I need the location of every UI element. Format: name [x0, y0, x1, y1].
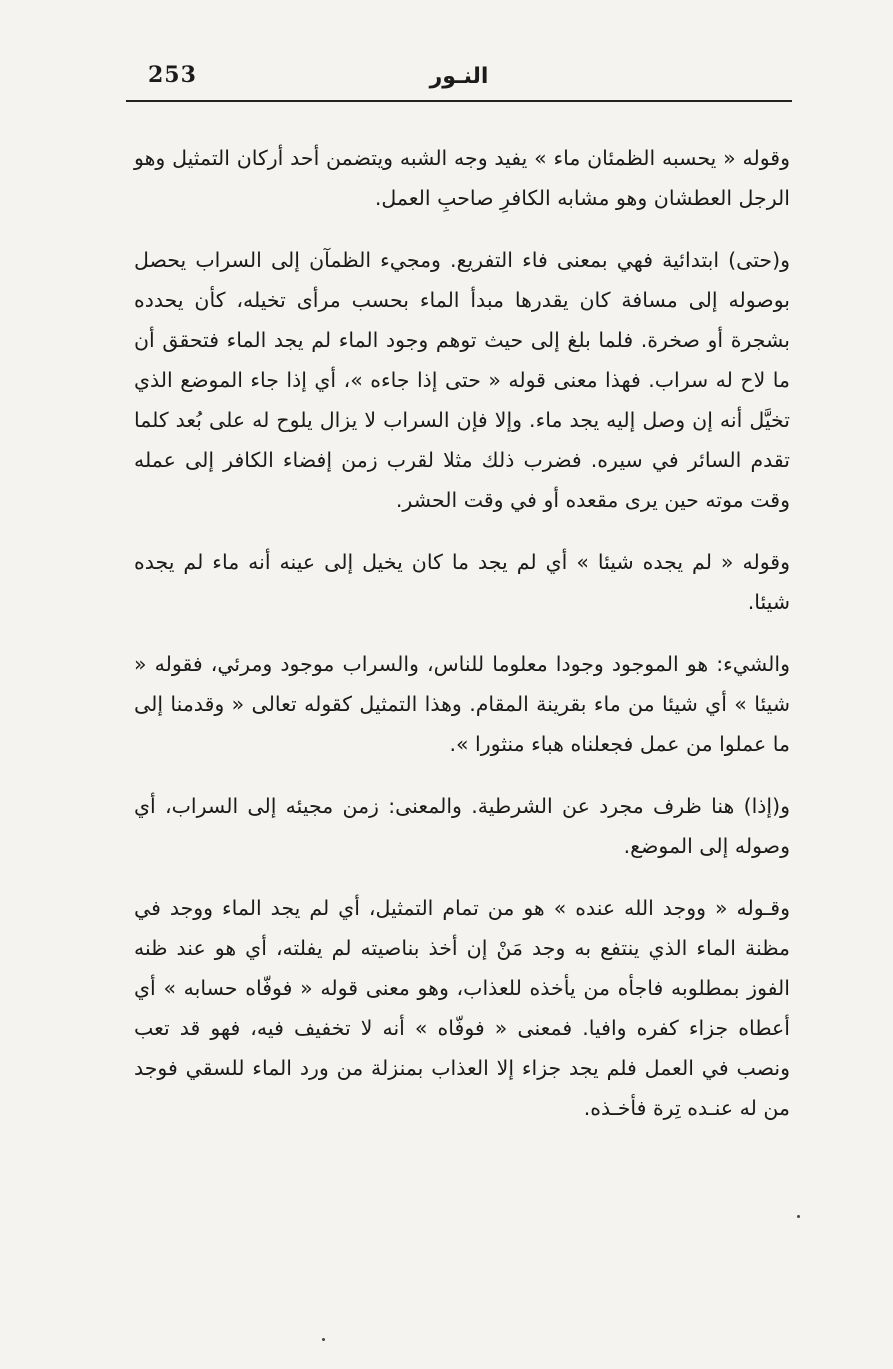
- page-body: [134, 138, 790, 1150]
- scan-speck: [797, 1215, 800, 1218]
- paragraph: وقوله « يحسبه الظمئان ماء » يفيد وجه الشبه ويتضمن أحد أركان التمثيل وهو الرجل العطشان وهو مشابه الكافرِ صاحبِ العمل.: [134, 146, 790, 210]
- paragraph: والشيء: هو الموجود وجودا معلوما للناس، والسراب موجود ومرئي، فقوله « شيئا » أي شيئا من ماء بقرينة المقام. وهذا التمثيل كقوله تعالى « وقدمنا إلى ما عملوا من عمل فجعلناه هباء منثورا ».: [134, 652, 790, 756]
- paragraph: وقوله « لم يجده شيئا » أي لم يجد ما كان يخيل إلى عينه أنه ماء لم يجده شيئا.: [134, 550, 790, 614]
- header-rule: [126, 100, 792, 102]
- page-header: [126, 60, 792, 100]
- scan-speck: [322, 1338, 325, 1341]
- page-number: 253: [148, 62, 197, 88]
- paragraph: وقـوله « ووجد الله عنده » هو من تمام التمثيل، أي لم يجد الماء ووجد في مظنة الماء الذي ينتفع به وجد مَنْ إن أخذ بناصيته لم يفلته، أي هو عند ظنه الفوز بمطلوبه فاجأه من يأخذه للعذاب، وهو معنى قوله « فوفّاه حسابه » أي أعطاه جزاء كفره وافيا. فمعنى « فوفّاه » أنه لا تخفيف فيه، فهو قد تعب ونصب في العمل فلم يجد جزاء إلا العذاب بمنزلة من ورد الماء للسقي فوجد من له عنـده تِرة فأخـذه.: [134, 896, 790, 1120]
- paragraph: و(إذا) هنا ظرف مجرد عن الشرطية. والمعنى: زمن مجيئه إلى السراب، أي وصوله إلى الموضع.: [134, 794, 790, 858]
- running-title: النـور: [429, 64, 489, 89]
- paragraph: و(حتى) ابتدائية فهي بمعنى فاء التفريع. ومجيء الظمآن إلى السراب يحصل بوصوله إلى مسافة كان يقدرها مبدأ الماء بحسب مرأى تخيله، كأن يحدده بشجرة أو صخرة. فلما بلغ إلى حيث توهم وجود الماء لم يجد الماء فتحقق أن ما لاح له سراب. فهذا معنى قوله « حتى إذا جاءه »، أي إذا جاء الموضع الذي تخيَّل أنه إن وصل إليه يجد ماء. وإلا فإن السراب لا يزال يلوح له على بُعد كلما تقدم السائر في سيره. فضرب ذلك مثلا لقرب زمن إفضاء الكافر إلى عمله وقت موته حين يرى مقعده أو في وقت الحشر.: [134, 248, 790, 512]
